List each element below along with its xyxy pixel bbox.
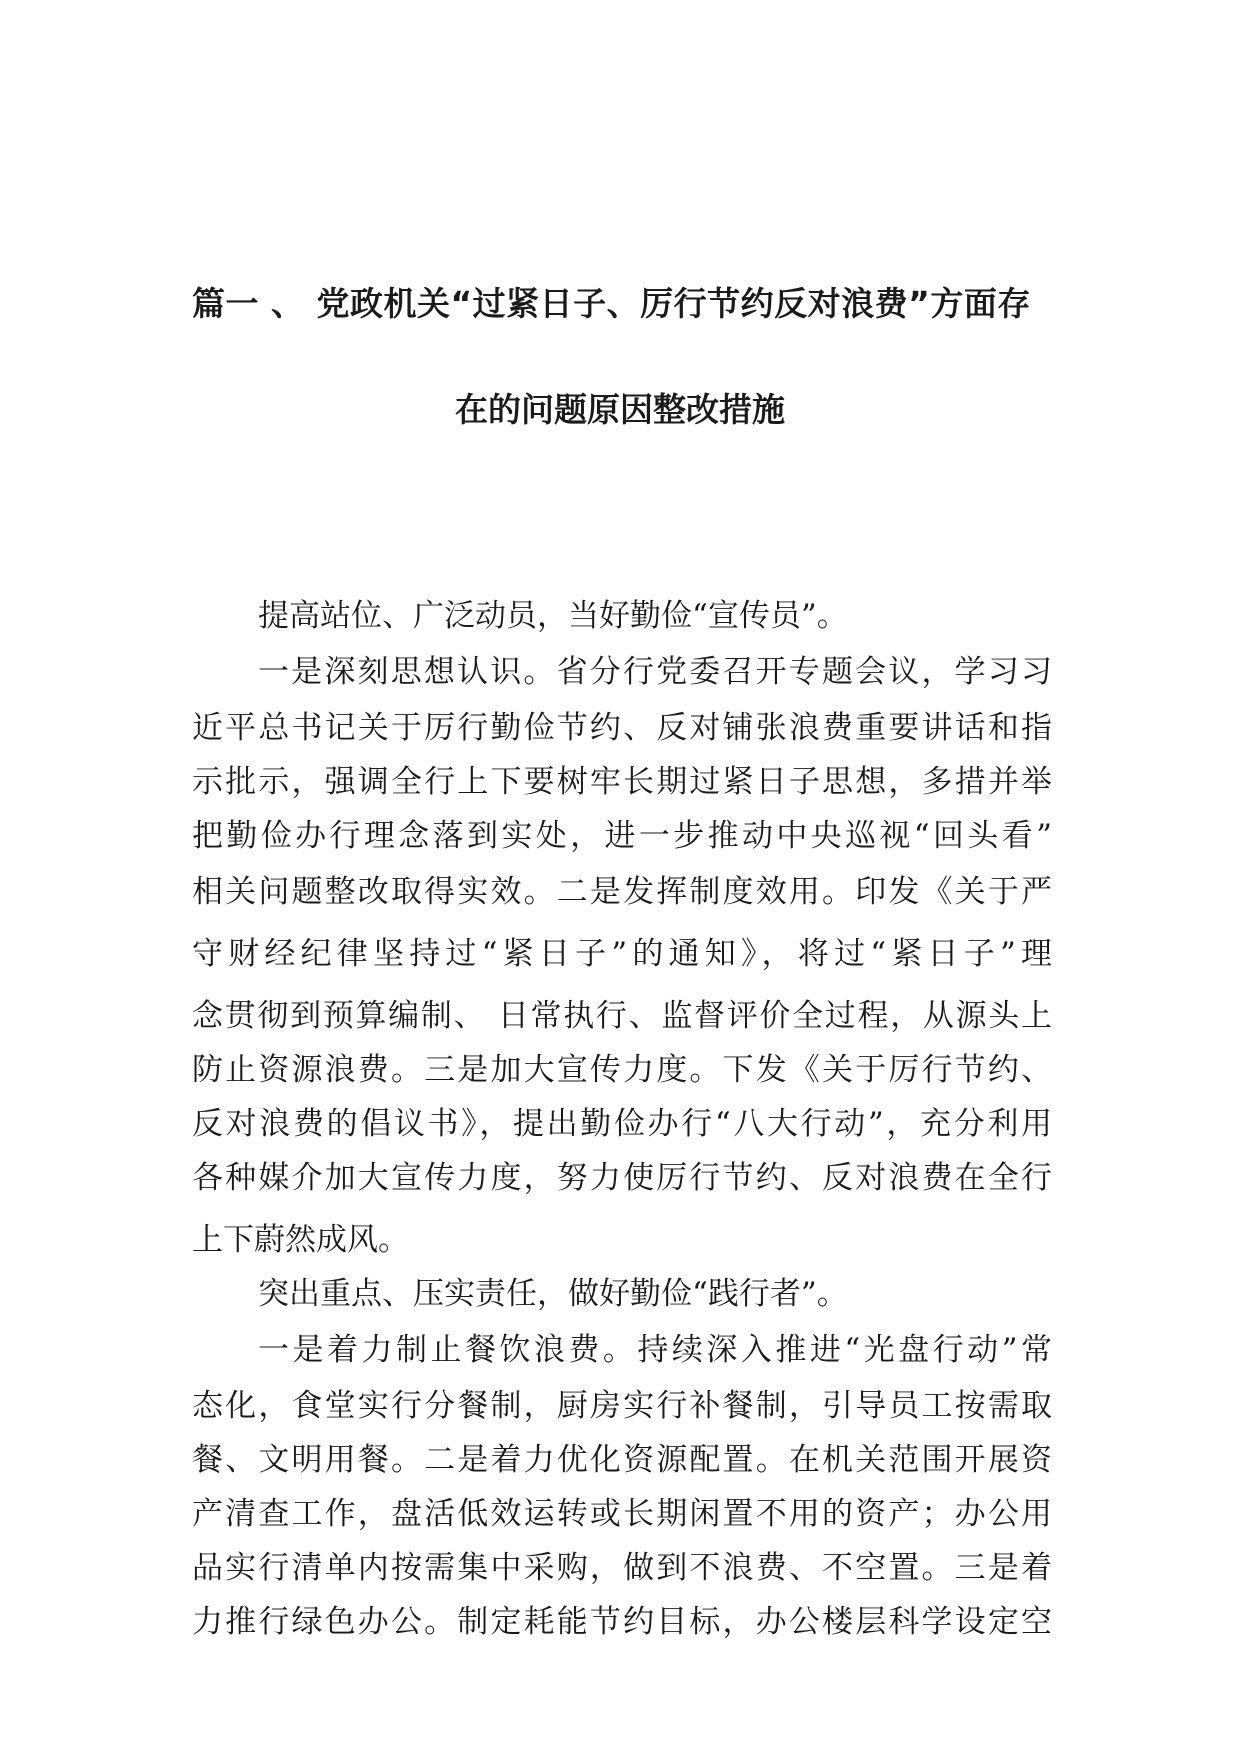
paragraph-line: 餐、文明用餐。二是着力优化资源配置。在机关范围开展资 bbox=[192, 1442, 1052, 1478]
paragraph-line: 相关问题整改取得实效。二是发挥制度效用。印发《关于严 bbox=[192, 874, 1052, 910]
paragraph-line: 上下蔚然成风。 bbox=[192, 1222, 409, 1258]
paragraph-line: 品实行清单内按需集中采购，做到不浪费、不空置。三是着 bbox=[192, 1550, 1052, 1586]
document-title-line-1: 篇一 、 党政机关“过紧日子、厉行节约反对浪费”方面存 bbox=[192, 284, 1031, 323]
paragraph-line: 守财经纪律坚持过“紧日子”的通知》，将过“紧日子”理 bbox=[192, 936, 1052, 972]
paragraph-line: 近平总书记关于厉行勤俭节约、反对铺张浪费重要讲话和指 bbox=[192, 710, 1052, 746]
section-heading-2: 突出重点、压实责任，做好勤俭“践行者”。 bbox=[258, 1276, 848, 1312]
document-title-line-2: 在的问题原因整改措施 bbox=[455, 390, 785, 429]
section-heading-1: 提高站位、广泛动员，当好勤俭“宣传员”。 bbox=[258, 598, 848, 634]
paragraph-line: 反对浪费的倡议书》，提出勤俭办行“八大行动”，充分利用 bbox=[192, 1106, 1052, 1142]
paragraph-line: 一是着力制止餐饮浪费。持续深入推进“光盘行动”常 bbox=[258, 1332, 1052, 1368]
paragraph-line: 念贯彻到预算编制、 日常执行、监督评价全过程，从源头上 bbox=[192, 998, 1052, 1034]
paragraph-line: 把勤俭办行理念落到实处，进一步推动中央巡视“回头看” bbox=[192, 818, 1052, 854]
paragraph-line: 各种媒介加大宣传力度，努力使厉行节约、反对浪费在全行 bbox=[192, 1160, 1052, 1196]
paragraph-line: 防止资源浪费。三是加大宣传力度。下发《关于厉行节约、 bbox=[192, 1052, 1052, 1088]
paragraph-line: 产清查工作，盘活低效运转或长期闲置不用的资产；办公用 bbox=[192, 1496, 1052, 1532]
paragraph-line: 一是深刻思想认识。省分行党委召开专题会议，学习习 bbox=[258, 654, 1052, 690]
paragraph-line: 示批示，强调全行上下要树牢长期过紧日子思想，多措并举 bbox=[192, 764, 1052, 800]
paragraph-line: 力推行绿色办公。制定耗能节约目标，办公楼层科学设定空 bbox=[192, 1604, 1052, 1640]
paragraph-line: 态化，食堂实行分餐制，厨房实行补餐制，引导员工按需取 bbox=[192, 1388, 1052, 1424]
